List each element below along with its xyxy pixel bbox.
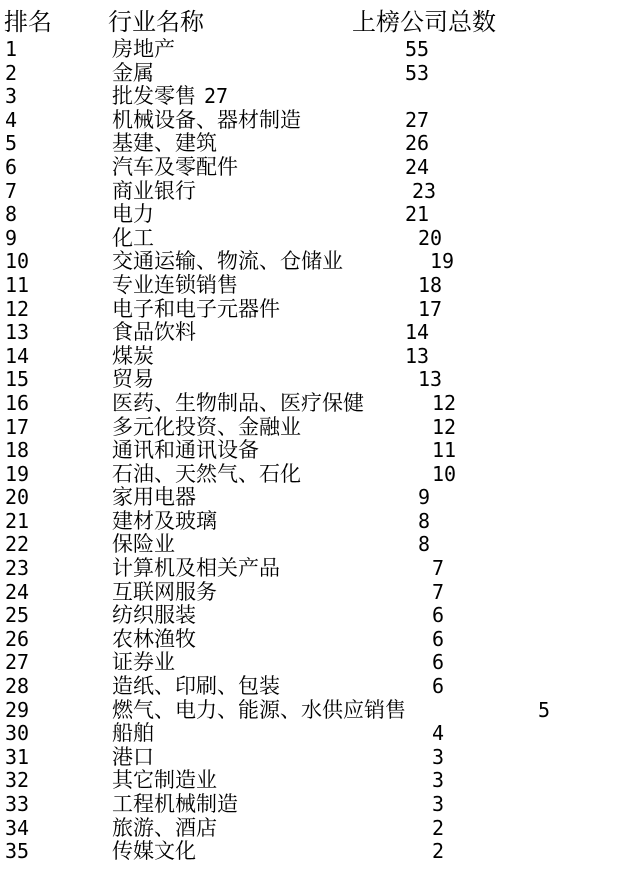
table-row — [0, 817, 640, 841]
rank-cell: 8 — [5, 202, 18, 227]
table-row — [0, 62, 640, 86]
company-count-cell: 6 — [432, 650, 445, 675]
rank-cell: 28 — [5, 674, 30, 699]
industry-name-cell: 石油、天然气、石化 — [112, 461, 301, 486]
industry-name-cell: 通讯和通讯设备 — [112, 438, 259, 463]
company-count-cell: 7 — [432, 556, 445, 581]
table-row — [0, 132, 640, 156]
header-industry: 行业名称 — [108, 8, 204, 36]
table-row — [0, 604, 640, 628]
table-row — [0, 85, 640, 109]
rank-cell: 2 — [5, 60, 18, 85]
rank-cell: 9 — [5, 225, 18, 250]
industry-list — [0, 38, 640, 864]
rank-cell: 12 — [5, 296, 30, 321]
company-count-cell: 6 — [432, 674, 445, 699]
rank-cell: 22 — [5, 532, 30, 557]
table-row — [0, 298, 640, 322]
company-count-cell: 3 — [432, 768, 445, 793]
rank-cell: 13 — [5, 320, 30, 345]
rank-cell: 29 — [5, 697, 30, 722]
rank-cell: 26 — [5, 626, 30, 651]
industry-name-cell: 基建、建筑 — [112, 131, 217, 156]
company-count-cell: 3 — [432, 744, 445, 769]
company-count-cell: 2 — [432, 815, 445, 840]
company-count-cell: 4 — [432, 721, 445, 746]
industry-name-cell: 其它制造业 — [112, 768, 217, 793]
rank-cell: 19 — [5, 461, 30, 486]
table-row — [0, 345, 640, 369]
table-row — [0, 840, 640, 864]
table-row — [0, 321, 640, 345]
industry-name-cell: 建材及玻璃 — [112, 508, 217, 533]
table-row — [0, 392, 640, 416]
industry-name-cell: 批发零售 — [112, 84, 196, 109]
table-row — [0, 416, 640, 440]
company-count-cell: 11 — [432, 438, 457, 463]
rank-cell: 10 — [5, 249, 30, 274]
table-row — [0, 510, 640, 534]
table-row — [0, 250, 640, 274]
table-row — [0, 722, 640, 746]
rank-cell: 30 — [5, 721, 30, 746]
table-row — [0, 274, 640, 298]
rank-cell: 16 — [5, 390, 30, 415]
company-count-cell: 14 — [405, 320, 430, 345]
table-row — [0, 581, 640, 605]
rank-cell: 20 — [5, 485, 30, 510]
industry-name-cell: 家用电器 — [112, 485, 196, 510]
company-count-cell: 6 — [432, 626, 445, 651]
industry-name-cell: 造纸、印刷、包装 — [112, 674, 280, 699]
table-row — [0, 109, 640, 133]
company-count-cell: 19 — [430, 249, 455, 274]
rank-cell: 1 — [5, 37, 18, 61]
table-row — [0, 368, 640, 392]
rank-cell: 21 — [5, 508, 30, 533]
company-count-cell: 26 — [405, 131, 430, 156]
table-row — [0, 38, 640, 62]
industry-name-cell: 互联网服务 — [112, 579, 217, 604]
company-count-cell: 12 — [432, 414, 457, 439]
table-row — [0, 769, 640, 793]
industry-name-cell: 传媒文化 — [112, 839, 196, 864]
rank-cell: 25 — [5, 603, 30, 628]
industry-name-cell: 农林渔牧 — [112, 626, 196, 651]
rank-cell: 33 — [5, 792, 30, 816]
rank-cell: 17 — [5, 414, 30, 439]
table-row — [0, 486, 640, 510]
industry-name-cell: 商业银行 — [112, 178, 196, 203]
table-row — [0, 557, 640, 581]
table-row — [0, 651, 640, 675]
company-count-cell: 27 — [204, 84, 229, 109]
company-count-cell: 8 — [418, 508, 431, 533]
table-row — [0, 227, 640, 251]
rank-cell: 7 — [5, 178, 18, 203]
industry-name-cell: 房地产 — [112, 37, 175, 61]
company-count-cell: 17 — [418, 296, 443, 321]
industry-name-cell: 船舶 — [112, 721, 154, 746]
industry-name-cell: 煤炭 — [112, 343, 154, 368]
company-count-cell: 18 — [418, 272, 443, 297]
industry-name-cell: 机械设备、器材制造 — [112, 107, 301, 132]
rank-cell: 6 — [5, 154, 18, 179]
rank-cell: 3 — [5, 84, 18, 109]
rank-cell: 5 — [5, 131, 18, 156]
table-row — [0, 463, 640, 487]
industry-name-cell: 计算机及相关产品 — [112, 556, 280, 581]
industry-name-cell: 贸易 — [112, 367, 154, 392]
rank-cell: 31 — [5, 744, 30, 769]
industry-name-cell: 燃气、电力、能源、水供应销售 — [112, 697, 406, 722]
company-count-cell: 10 — [432, 461, 457, 486]
company-count-cell: 21 — [405, 202, 430, 227]
industry-name-cell: 金属 — [112, 60, 154, 85]
rank-cell: 4 — [5, 107, 18, 132]
rank-cell: 35 — [5, 839, 30, 864]
rank-cell: 24 — [5, 579, 30, 604]
table-row — [0, 675, 640, 699]
industry-name-cell: 汽车及零配件 — [112, 154, 238, 179]
industry-name-cell: 工程机械制造 — [112, 792, 238, 816]
company-count-cell: 13 — [418, 367, 443, 392]
industry-name-cell: 保险业 — [112, 532, 175, 557]
rank-cell: 14 — [5, 343, 30, 368]
rank-cell: 34 — [5, 815, 30, 840]
header-count: 上榜公司总数 — [352, 8, 496, 36]
industry-name-cell: 电子和电子元器件 — [112, 296, 280, 321]
industry-name-cell: 纺织服装 — [112, 603, 196, 628]
company-count-cell: 20 — [418, 225, 443, 250]
company-count-cell: 3 — [432, 792, 445, 816]
company-count-cell: 53 — [405, 60, 430, 85]
rank-cell: 27 — [5, 650, 30, 675]
table-row — [0, 156, 640, 180]
industry-name-cell: 电力 — [112, 202, 154, 227]
industry-name-cell: 证券业 — [112, 650, 175, 675]
company-count-cell: 27 — [405, 107, 430, 132]
table-row — [0, 793, 640, 817]
rank-cell: 15 — [5, 367, 30, 392]
company-count-cell: 2 — [432, 839, 445, 864]
industry-name-cell: 专业连锁销售 — [112, 272, 238, 297]
company-count-cell: 6 — [432, 603, 445, 628]
table-row — [0, 180, 640, 204]
rank-cell: 11 — [5, 272, 30, 297]
company-count-cell: 9 — [418, 485, 431, 510]
header-rank: 排名 — [4, 8, 52, 36]
rank-cell: 18 — [5, 438, 30, 463]
industry-name-cell: 港口 — [112, 744, 154, 769]
rank-cell: 23 — [5, 556, 30, 581]
table-row — [0, 699, 640, 723]
industry-name-cell: 医药、生物制品、医疗保健 — [112, 390, 364, 415]
company-count-cell: 12 — [432, 390, 457, 415]
rank-cell: 32 — [5, 768, 30, 793]
table-row — [0, 203, 640, 227]
table-row — [0, 746, 640, 770]
industry-name-cell: 食品饮料 — [112, 320, 196, 345]
company-count-cell: 24 — [405, 154, 430, 179]
company-count-cell: 55 — [405, 37, 430, 61]
industry-name-cell: 化工 — [112, 225, 154, 250]
company-count-cell: 5 — [538, 697, 551, 722]
table-row — [0, 628, 640, 652]
company-count-cell: 13 — [405, 343, 430, 368]
industry-name-cell: 交通运输、物流、仓储业 — [112, 249, 343, 274]
industry-name-cell: 旅游、酒店 — [112, 815, 217, 840]
industry-name-cell: 多元化投资、金融业 — [112, 414, 301, 439]
company-count-cell: 8 — [418, 532, 431, 557]
company-count-cell: 7 — [432, 579, 445, 604]
table-row — [0, 533, 640, 557]
company-count-cell: 23 — [412, 178, 437, 203]
table-row — [0, 439, 640, 463]
